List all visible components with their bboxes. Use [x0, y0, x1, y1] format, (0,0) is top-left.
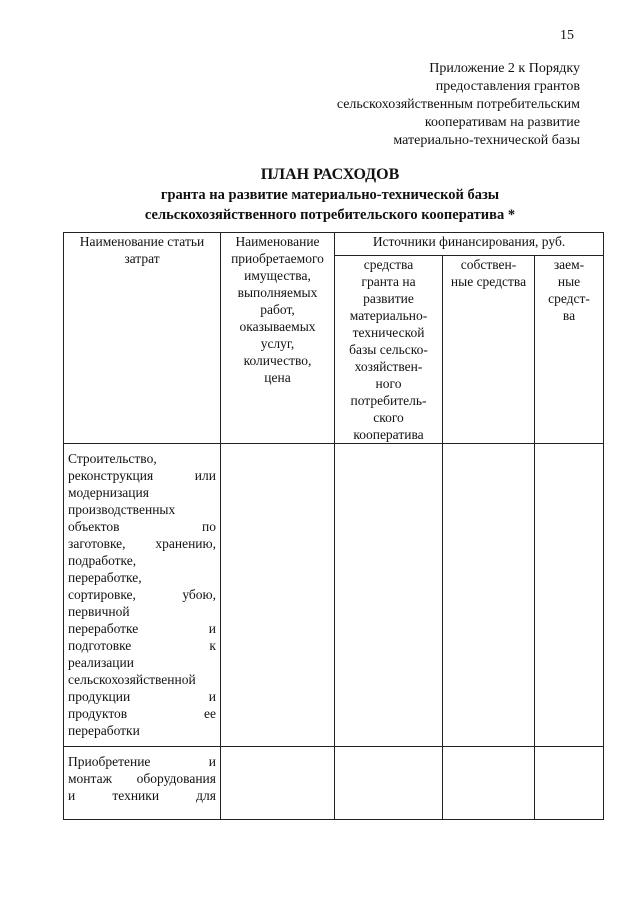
text-line: сельскохозяйственной [68, 672, 196, 687]
own-funds-cell[interactable] [443, 444, 535, 747]
header-line: ные [557, 274, 581, 289]
header-line: услуг, [260, 336, 295, 351]
grant-funds-cell[interactable] [335, 747, 443, 820]
header-line: имущества, [244, 268, 311, 283]
header-line: базы сельско- [349, 342, 428, 357]
property-cell[interactable] [221, 747, 335, 820]
appendix-line: сельскохозяйственным потребительским [336, 97, 580, 112]
grant-funds-cell[interactable] [335, 444, 443, 747]
cost-item-text [68, 753, 216, 804]
header-line: количество, [243, 353, 312, 368]
cost-item-cell [64, 444, 221, 747]
expense-plan-table [63, 232, 604, 820]
text-line: переработке, [68, 570, 142, 585]
header-line: кооператива [353, 427, 424, 442]
header-line: собствен- [460, 257, 517, 272]
header-line: затрат [124, 251, 160, 266]
text-line: модернизация [68, 485, 149, 500]
header-line: Наименование [235, 234, 320, 249]
header-grant-funds [335, 256, 443, 444]
own-funds-cell[interactable] [443, 747, 535, 820]
header-own-funds [443, 256, 535, 444]
text-line: подготовке к [68, 638, 216, 653]
header-line: работ, [260, 302, 295, 317]
header-line: ные средства [450, 274, 527, 289]
header-line: хозяйствен- [354, 359, 423, 374]
table-row [64, 444, 604, 747]
header-line: средства [363, 257, 414, 272]
header-line: цена [264, 370, 291, 385]
table-row [64, 747, 604, 820]
text-line: и техники для [68, 788, 216, 803]
property-cell[interactable] [221, 444, 335, 747]
text-line: продукции и [68, 689, 216, 704]
borrowed-funds-cell[interactable] [535, 747, 604, 820]
header-cost-item [64, 233, 221, 444]
document-subtitle: сельскохозяйственного потребительского кооператива * [144, 207, 516, 223]
header-line: технической [352, 325, 425, 340]
header-borrowed-funds [535, 256, 604, 444]
page-number: 15 [560, 28, 574, 43]
text-line: Приобретение и [68, 754, 216, 769]
header-line: ного [375, 376, 402, 391]
header-line: средст- [548, 291, 590, 306]
header-line: потребитель- [350, 393, 427, 408]
text-line: производственных [68, 502, 176, 517]
header-line: ва [562, 308, 576, 323]
text-line: подработке, [68, 553, 137, 568]
document-title: ПЛАН РАСХОДОВ [260, 166, 400, 183]
text-line: заготовке, хранению, [68, 536, 216, 551]
appendix-line: материально-технической базы [393, 133, 580, 148]
text-line: монтаж оборудования [68, 771, 216, 786]
borrowed-funds-cell[interactable] [535, 444, 604, 747]
text-line: объектов по [68, 519, 216, 534]
header-line: ского [373, 410, 404, 425]
text-line: продуктов ее [68, 706, 216, 721]
text-line: Строительство, [68, 451, 157, 466]
header-line: заем- [553, 257, 585, 272]
text-line: реализации [68, 655, 134, 670]
document-subtitle: гранта на развитие материально-технической базы [160, 187, 500, 203]
header-property-name [221, 233, 335, 444]
cost-item-text [68, 450, 216, 739]
appendix-line: Приложение 2 к Порядку [429, 61, 580, 76]
text-line: переработки [68, 723, 140, 738]
header-line: выполняемых [237, 285, 318, 300]
text-line: переработке и [68, 621, 216, 636]
header-line: развитие [363, 291, 414, 306]
header-line: оказываемых [239, 319, 316, 334]
header-line: Наименование статьи [79, 234, 205, 249]
text-line: реконструкция или [68, 468, 216, 483]
header-line: материально- [349, 308, 428, 323]
header-line: гранта на [361, 274, 416, 289]
header-line: приобретаемого [231, 251, 324, 266]
appendix-note [300, 60, 580, 150]
document-heading [60, 165, 600, 225]
cost-item-cell [64, 747, 221, 820]
appendix-line: кооперативам на развитие [424, 115, 580, 130]
appendix-line: предоставления грантов [435, 79, 580, 94]
header-funding-sources: Источники финансирования, руб. [335, 233, 604, 256]
text-line: первичной [68, 604, 130, 619]
text-line: сортировке, убою, [68, 587, 216, 602]
